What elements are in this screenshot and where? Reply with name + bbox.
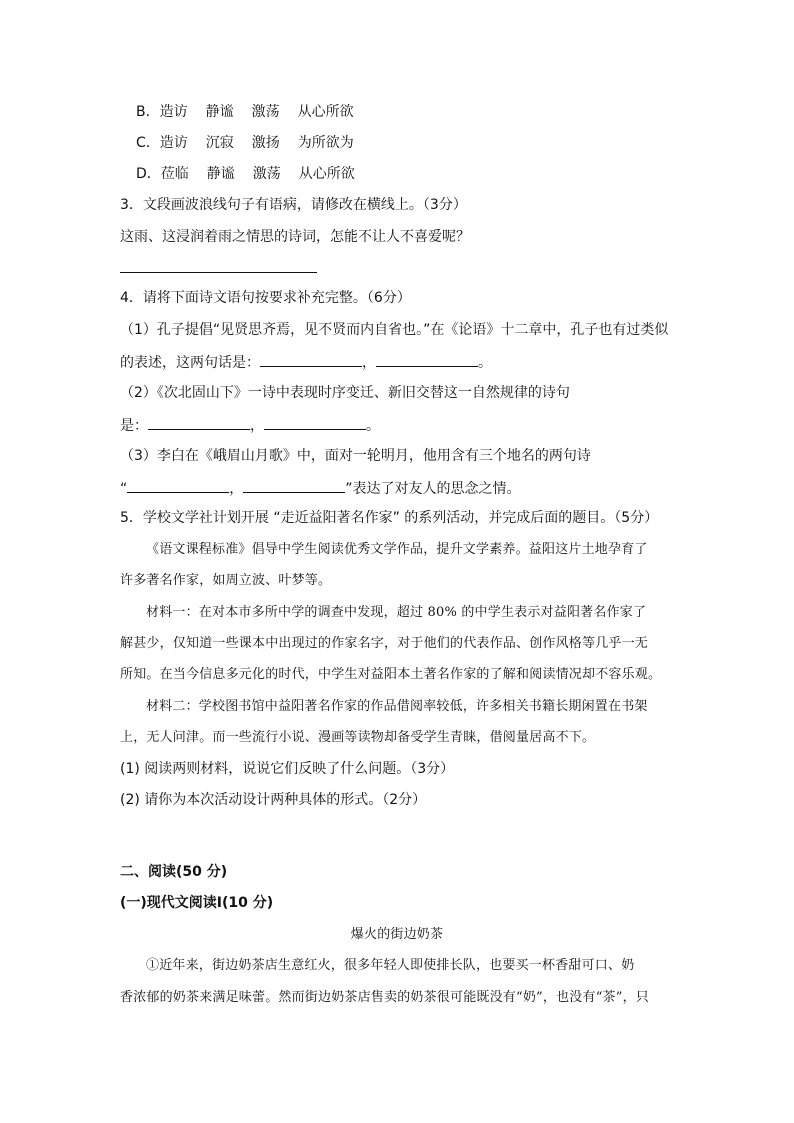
- question-4-part-3: （3）李白在《峨眉山月歌》中，面对一轮明月，他用含有三个地名的两句诗: [120, 448, 591, 464]
- option-letter: B．: [136, 104, 160, 120]
- option-word: 激荡: [251, 104, 280, 120]
- question-4-part-3-answer: “ ， ”表达了对友人的思念之情。: [120, 477, 521, 499]
- option-word: 激荡: [252, 166, 281, 182]
- question-5-sub-1: (1) 阅读两则材料，说说它们反映了什么问题。（3分）: [120, 761, 455, 777]
- question-4-part-2-answer: 是： ， 。: [120, 414, 380, 436]
- answer-blank[interactable]: [264, 414, 366, 430]
- article-paragraph-line: 香浓郁的奶茶来满足味蕾。然而街边奶茶店售卖的奶茶很可能既没有“奶”，也没有“茶”，只: [120, 990, 649, 1005]
- option-word: 激扬: [251, 135, 280, 151]
- option-letter: D．: [136, 166, 161, 182]
- option-word: 造访: [159, 135, 188, 151]
- answer-line[interactable]: [120, 272, 317, 273]
- question-5-title: 5．学校文学社计划开展 “走近益阳著名作家” 的系列活动，并完成后面的题目。（5分）: [120, 510, 659, 526]
- option-word: 沉寂: [205, 135, 234, 151]
- material-2-line: 材料二：学校图书馆中益阳著名作家的作品借阅率较低，许多相关书籍长期闲置在书架: [146, 699, 648, 714]
- option-b: [136, 102, 354, 122]
- question-4-part-2: （2）《次北固山下》一诗中表现时序变迁、新旧交替这一自然规律的诗句: [120, 385, 570, 401]
- intro-line: 许多著名作家，如周立波、叶梦等。: [120, 573, 332, 588]
- answer-blank[interactable]: [376, 351, 478, 367]
- question-4-part-1-answer: 的表述，这两句话是： ， 。: [120, 351, 492, 373]
- option-letter: C．: [136, 135, 160, 151]
- answer-blank[interactable]: [127, 477, 229, 493]
- option-word: 静谧: [205, 104, 234, 120]
- option-word: 从心所欲: [297, 104, 354, 120]
- option-d: [136, 164, 355, 184]
- option-word: 为所欲为: [297, 135, 354, 151]
- subsection-heading: (一)现代文阅读Ⅰ(10 分): [120, 895, 274, 911]
- question-3-title: 3．文段画波浪线句子有语病，请修改在横线上。（3分）: [120, 197, 467, 213]
- option-word: 从心所欲: [298, 166, 355, 182]
- option-word: 静谧: [206, 166, 235, 182]
- question-4-part-1: （1）孔子提倡“见贤思齐焉，见不贤而内自省也。”在《论语》十二章中，孔子也有过类似: [120, 322, 669, 338]
- section-heading: 二、阅读(50 分): [120, 864, 228, 880]
- question-5-sub-2: (2) 请你为本次活动设计两种具体的形式。（2分）: [120, 792, 427, 808]
- material-2-line: 上，无人问津。而一些流行小说、漫画等读物却备受学生青睐，借阅量居高不下。: [120, 730, 596, 745]
- question-4-title: 4．请将下面诗文语句按要求补充完整。（6分）: [120, 290, 411, 306]
- answer-blank[interactable]: [243, 477, 345, 493]
- article-title: 爆火的街边奶茶: [350, 927, 444, 942]
- option-c: [136, 133, 354, 153]
- answer-blank[interactable]: [148, 414, 250, 430]
- material-1-line: 所知。在当今信息多元化的时代，中学生对益阳本土著名作家的了解和阅读情况却不容乐观。: [120, 667, 662, 682]
- option-word: 造访: [159, 104, 188, 120]
- material-1-line: 解甚少，仅知道一些课本中出现过的作家名字，对于他们的代表作品、创作风格等几乎一无: [120, 636, 649, 651]
- question-3-sentence: 这雨、这浸润着雨之情思的诗词，怎能不让人不喜爱呢？: [120, 229, 470, 245]
- option-word: 莅临: [160, 166, 189, 182]
- intro-line: 《语文课程标准》倡导中学生阅读优秀文学作品，提升文学素养。益阳这片土地孕育了: [146, 542, 648, 557]
- material-1-line: 材料一：在对本市多所中学的调查中发现，超过 80% 的中学生表示对益阳著名作家了: [146, 605, 647, 620]
- answer-blank[interactable]: [260, 351, 362, 367]
- article-paragraph-line: ①近年来，街边奶茶店生意红火，很多年轻人即使排长队，也要买一杯香甜可口、奶: [146, 958, 635, 973]
